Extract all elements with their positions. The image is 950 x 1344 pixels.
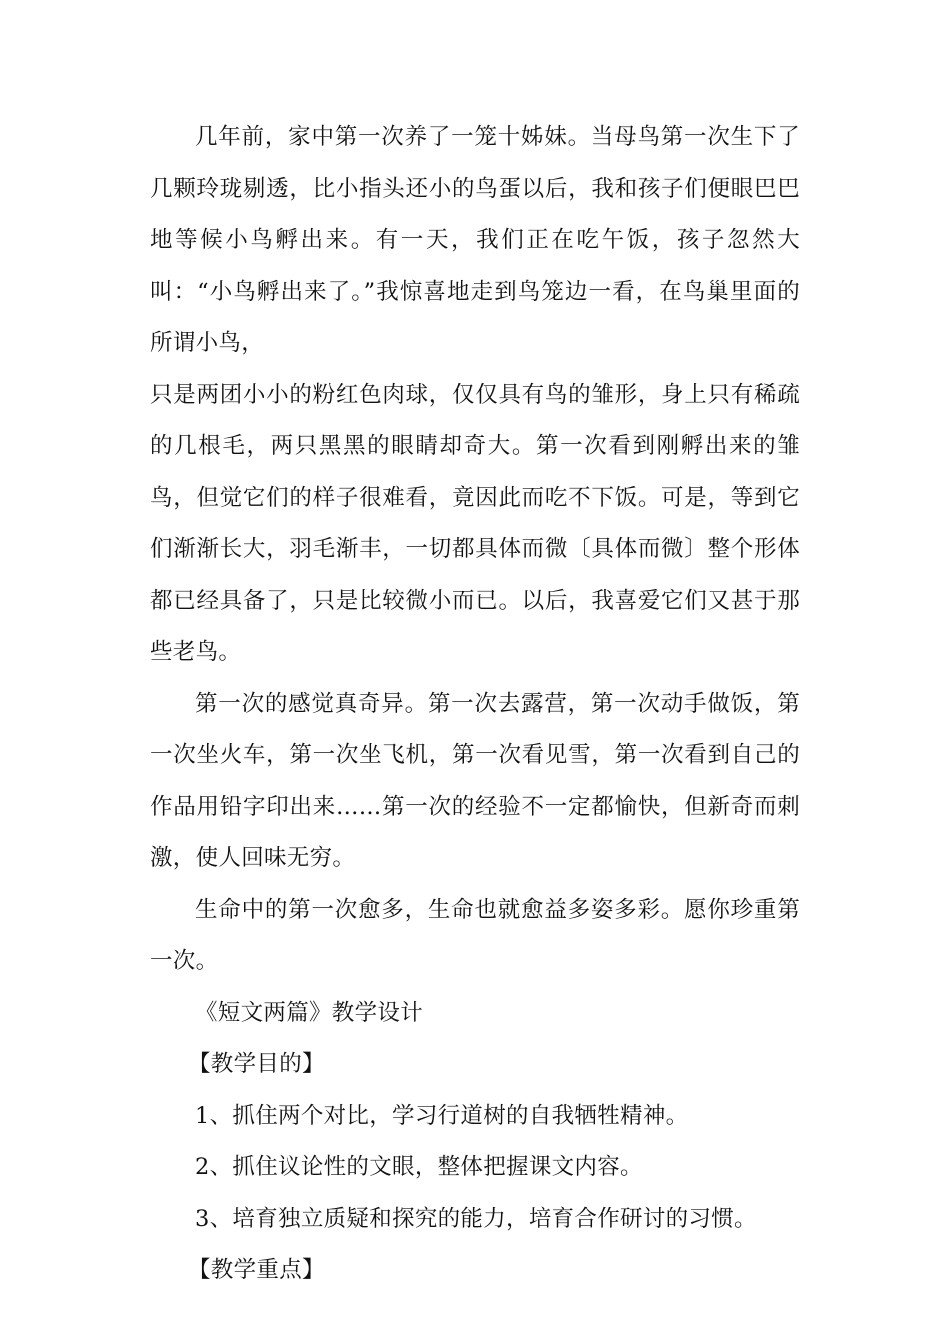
document-body xyxy=(150,112,800,1297)
objective-item: 2、抓住议论性的文眼，整体把握课文内容。 xyxy=(195,1154,643,1180)
objective-item: 1、抓住两个对比，学习行道树的自我牺牲精神。 xyxy=(195,1102,689,1129)
paragraph-first-time-feelings: 第一次的感觉真奇异。第一次去露营，第一次动手做饭，第一次坐火车，第一次坐飞机，第一次看见雪，第一次看到自己的作品用铅字印出来……第一次的经验不一定都愉快，但新奇而刺激，使人回味无穷。 xyxy=(150,690,800,871)
paragraph-cherish-first-time: 生命中的第一次愈多，生命也就愈益多姿多彩。愿你珍重第一次。 xyxy=(150,896,800,974)
focus-heading: 【教学重点】 xyxy=(188,1257,325,1283)
objective-item: 3、培育独立质疑和探究的能力，培育合作研讨的习惯。 xyxy=(195,1205,757,1232)
paragraph-hatching-birds: 几年前，家中第一次养了一笼十姊妹。当母鸟第一次生下了几颗玲珑剔透，比小指头还小的鸟蛋以后，我和孩子们便眼巴巴地等候小鸟孵出来。有一天，我们正在吃午饭，孩子忽然大叫：“小鸟孵出来了。”我惊喜地走到鸟笼边一看，在鸟巢里面的所谓小鸟， 只是两团小小的粉红色肉球，仅仅具有鸟的雏形，身上只有稀疏的几根毛，两只黑黑的眼睛却奇大。第一次看到刚孵出来的雏鸟，但觉它们的样子很难看，竟因此而吃不下饭。可是，等到它们渐渐长大，羽毛渐丰，一切都具体而微〔具体而微〕整个形体都已经具备了，只是比较微小而已。以后，我喜爱它们又甚于那些老鸟。 xyxy=(150,124,800,665)
objectives-heading: 【教学目的】 xyxy=(188,1051,325,1077)
section-title: 《短文两篇》教学设计 xyxy=(195,999,424,1026)
